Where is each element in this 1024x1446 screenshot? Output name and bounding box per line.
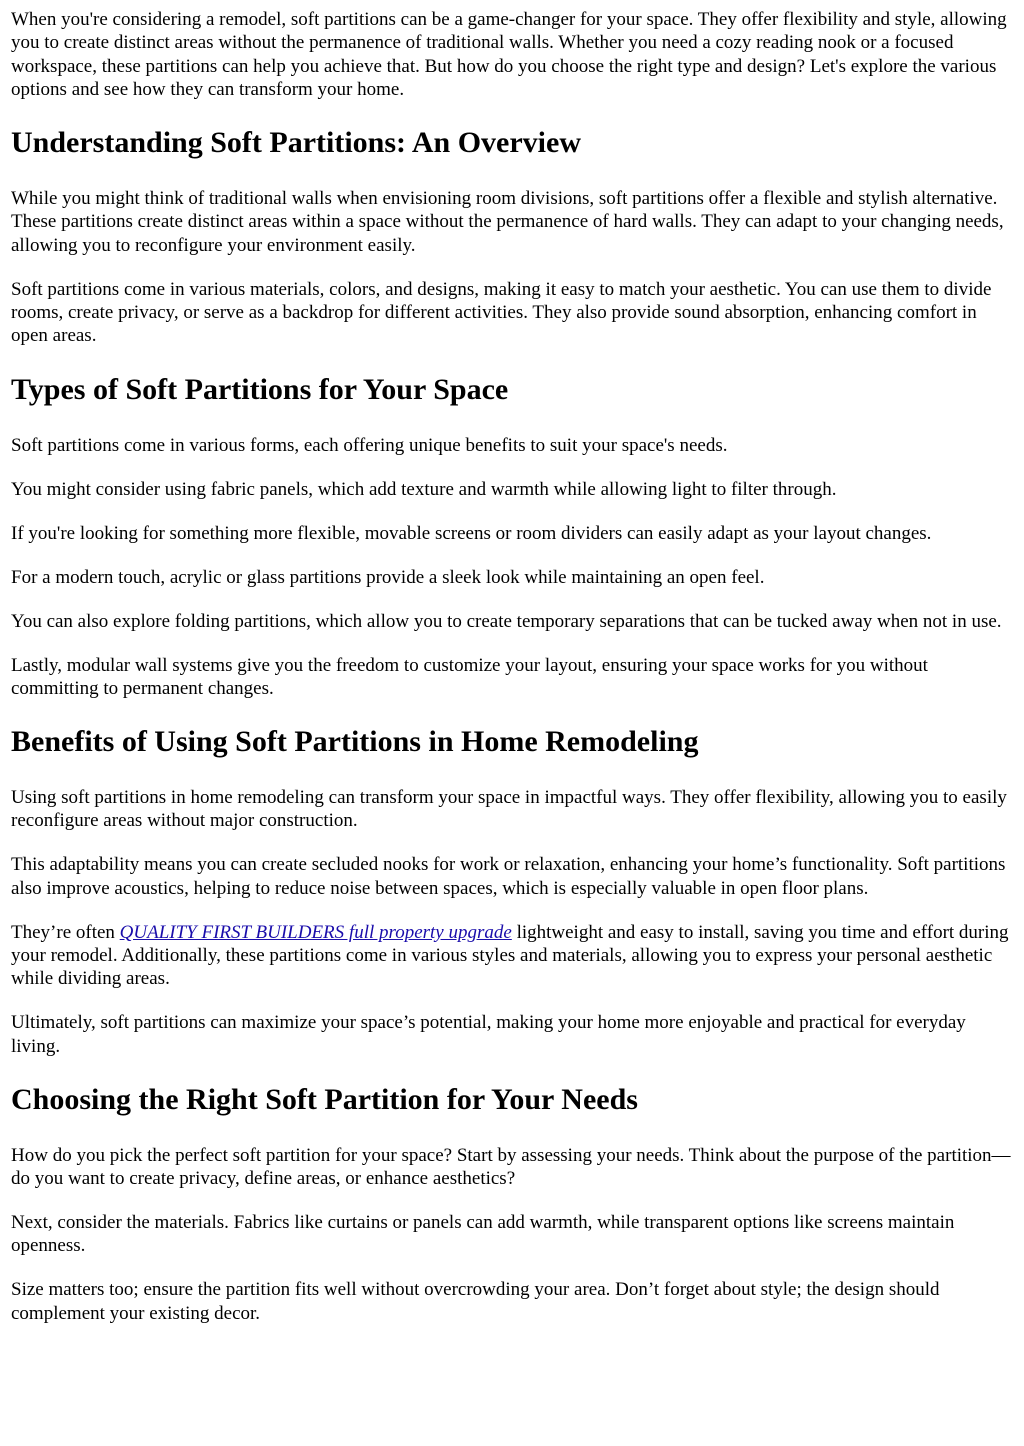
link-paragraph — [11, 921, 1014, 991]
paragraph: You might consider using fabric panels, which add texture and warmth while allowing light to filter through. — [11, 478, 837, 500]
link-paragraph-before: They’re often — [11, 921, 120, 943]
paragraph: You can also explore folding partitions, which allow you to create temporary separations that can be tucked away when not in use. — [11, 610, 1002, 632]
paragraph: Soft partitions come in various materials, colors, and designs, making it easy to match your aesthetic. You can use them to divide rooms, create privacy, or serve as a backdrop for different activities. They also provide sound absorption, enhancing comfort in open areas. — [11, 278, 992, 347]
section-heading-overview: Understanding Soft Partitions: An Overview — [11, 126, 581, 160]
paragraph: Next, consider the materials. Fabrics like curtains or panels can add warmth, while transparent options like screens maintain openness. — [11, 1212, 955, 1257]
paragraph: While you might think of traditional walls when envisioning room divisions, soft partitions offer a flexible and stylish alternative. These partitions create distinct areas within a space without the permanence of hard walls. They can adapt to your changing needs, allowing you to reconfigure your environment easily. — [11, 188, 1004, 256]
section-heading-benefits: Benefits of Using Soft Partitions in Home Remodeling — [11, 725, 699, 759]
paragraph: If you're looking for something more flexible, movable screens or room dividers can easily adapt as your layout changes. — [11, 522, 932, 544]
paragraph: How do you pick the perfect soft partition for your space? Start by assessing your needs. Think about the purpose of the partition—do you want to create privacy, define areas, or enhance aesthetics? — [11, 1144, 1011, 1190]
section-heading-types: Types of Soft Partitions for Your Space — [11, 372, 509, 406]
quality-first-builders-link[interactable]: QUALITY FIRST BUILDERS full property upgrade — [119, 921, 512, 943]
paragraph: Lastly, modular wall systems give you the freedom to customize your layout, ensuring your space works for you without committing to permanent changes. — [11, 654, 928, 699]
intro-paragraph: When you're considering a remodel, soft partitions can be a game-changer for your space. They offer flexibility and style, allowing you to create distinct areas without the permanence of traditional walls. Whether you need a cozy reading nook or a focused workspace, these partitions can help you achieve that. But how do you choose the right type and design? Let's explore the various options and see how they can transform your home. — [11, 9, 1007, 100]
paragraph: Using soft partitions in home remodeling can transform your space in impactful ways. They offer flexibility, allowing you to easily reconfigure areas without major construction. — [11, 787, 1007, 832]
paragraph: This adaptability means you can create secluded nooks for work or relaxation, enhancing your home’s functionality. Soft partitions also improve acoustics, helping to reduce noise between spaces, which is especially valuable in open floor plans. — [11, 854, 1006, 899]
section-heading-choosing: Choosing the Right Soft Partition for Your Needs — [11, 1082, 638, 1116]
link-paragraph-after: lightweight and easy to install, saving you time and effort during your remodel. Additionally, these partitions come in various styles and materials, allowing you to express your personal aesthetic while dividing areas. — [11, 921, 1009, 990]
paragraph: Size matters too; ensure the partition fits well without overcrowding your area. Don’t forget about style; the design should complement your existing decor. — [11, 1279, 940, 1324]
paragraph: Soft partitions come in various forms, each offering unique benefits to suit your space's needs. — [11, 434, 728, 456]
paragraph: For a modern touch, acrylic or glass partitions provide a sleek look while maintaining an open feel. — [11, 566, 765, 588]
paragraph: Ultimately, soft partitions can maximize your space’s potential, making your home more enjoyable and practical for everyday living. — [11, 1012, 966, 1057]
